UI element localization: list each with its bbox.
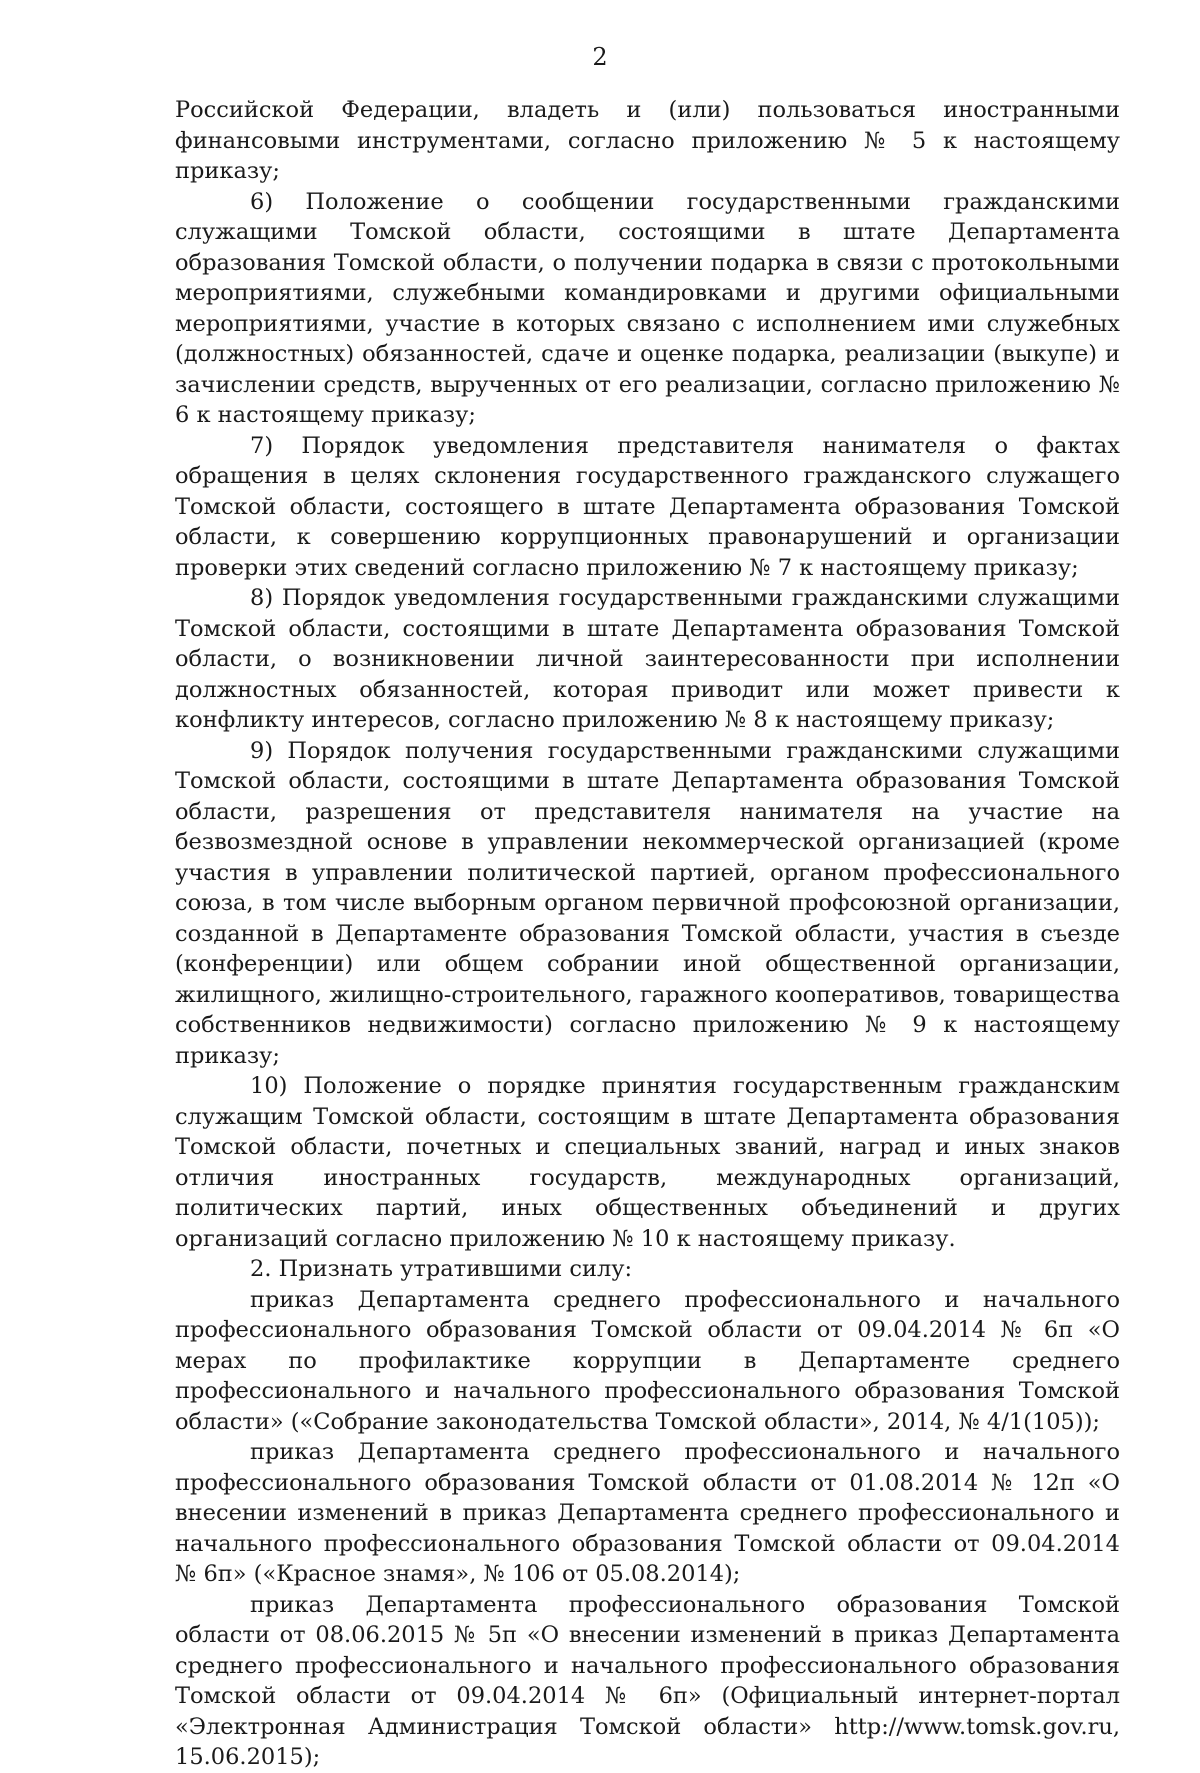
paragraph-item-8: 8) Порядок уведомления государственными гражданскими служащими Томской области, состоящими в штате Департамента образования Томской области, о возникновении личной заинтересованности при исполнении должностных обязанностей, которая приводит или может привести к конфликту интересов, согласно приложению № 8 к настоящему приказу; — [175, 585, 1120, 733]
paragraph-repealed-order-2: приказ Департамента среднего профессионального и начального профессионального образования Томской области от 01.08.2014 № 12п «О внесении изменений в приказ Департамента среднего профессионального и начального профессионального образования Томской области от 09.04.2014 № 6п» («Красное знамя», № 106 от 05.08.2014); — [175, 1439, 1120, 1587]
document-body — [175, 95, 1120, 1773]
paragraph-repealed-order-3: приказ Департамента профессионального образования Томской области от 08.06.2015 № 5п «О внесении изменений в приказ Департамента среднего профессионального и начального профессионального образования Томской области от 09.04.2014 № 6п» (Официальный интернет-портал «Электронная Администрация Томской области» http://www.tomsk.gov.ru, 15.06.2015); — [175, 1591, 1120, 1770]
paragraph-item-9: 9) Порядок получения государственными гражданскими служащими Томской области, состоящими в штате Департамента образования Томской области, разрешения от представителя нанимателя на участие на безвозмездной основе в управлении некоммерческой организацией (кроме участия в управлении политической партией, органом профессионального союза, в том числе выборным органом первичной профсоюзной организации, созданной в Департаменте образования Томской области, участия в съезде (конференции) или общем собрании иной общественной организации, жилищного, жилищно-строительного, гаражного кооперативов, товарищества собственников недвижимости) согласно приложению № 9 к настоящему приказу; — [175, 737, 1120, 1069]
page-number: 2 — [592, 43, 608, 71]
paragraph-item-6: 6) Положение о сообщении государственными гражданскими служащими Томской области, состоящими в штате Департамента образования Томской области, о получении подарка в связи с протокольными мероприятиями, служебными командировками и другими официальными мероприятиями, участие в которых связано с исполнением ими служебных (должностных) обязанностей, сдаче и оценке подарка, реализации (выкупе) и зачислении средств, вырученных от его реализации, согласно приложению № 6 к настоящему приказу; — [175, 188, 1120, 428]
paragraph-item-7: 7) Порядок уведомления представителя нанимателя о фактах обращения в целях склонения государственного гражданского служащего Томской области, состоящего в штате Департамента образования Томской области, к совершению коррупционных правонарушений и организации проверки этих сведений согласно приложению № 7 к настоящему приказу; — [175, 432, 1120, 581]
paragraph-continuation: Российской Федерации, владеть и (или) пользоваться иностранными финансовыми инструментами, согласно приложению № 5 к настоящему приказу; — [175, 97, 1120, 184]
paragraph-item-10: 10) Положение о порядке принятия государственным гражданским служащим Томской области, состоящим в штате Департамента образования Томской области, почетных и специальных званий, наград и иных знаков отличия иностранных государств, международных организаций, политических партий, иных общественных объединений и других организаций согласно приложению № 10 к настоящему приказу. — [175, 1073, 1120, 1252]
paragraph-repealed-order-1: приказ Департамента среднего профессионального и начального профессионального образования Томской области от 09.04.2014 № 6п «О мерах по профилактике коррупции в Департаменте среднего профессионального и начального профессионального образования Томской области» («Собрание законодательства Томской области», 2014, № 4/1(105)); — [175, 1286, 1120, 1435]
paragraph-section-2: 2. Признать утратившими силу: — [250, 1256, 633, 1282]
